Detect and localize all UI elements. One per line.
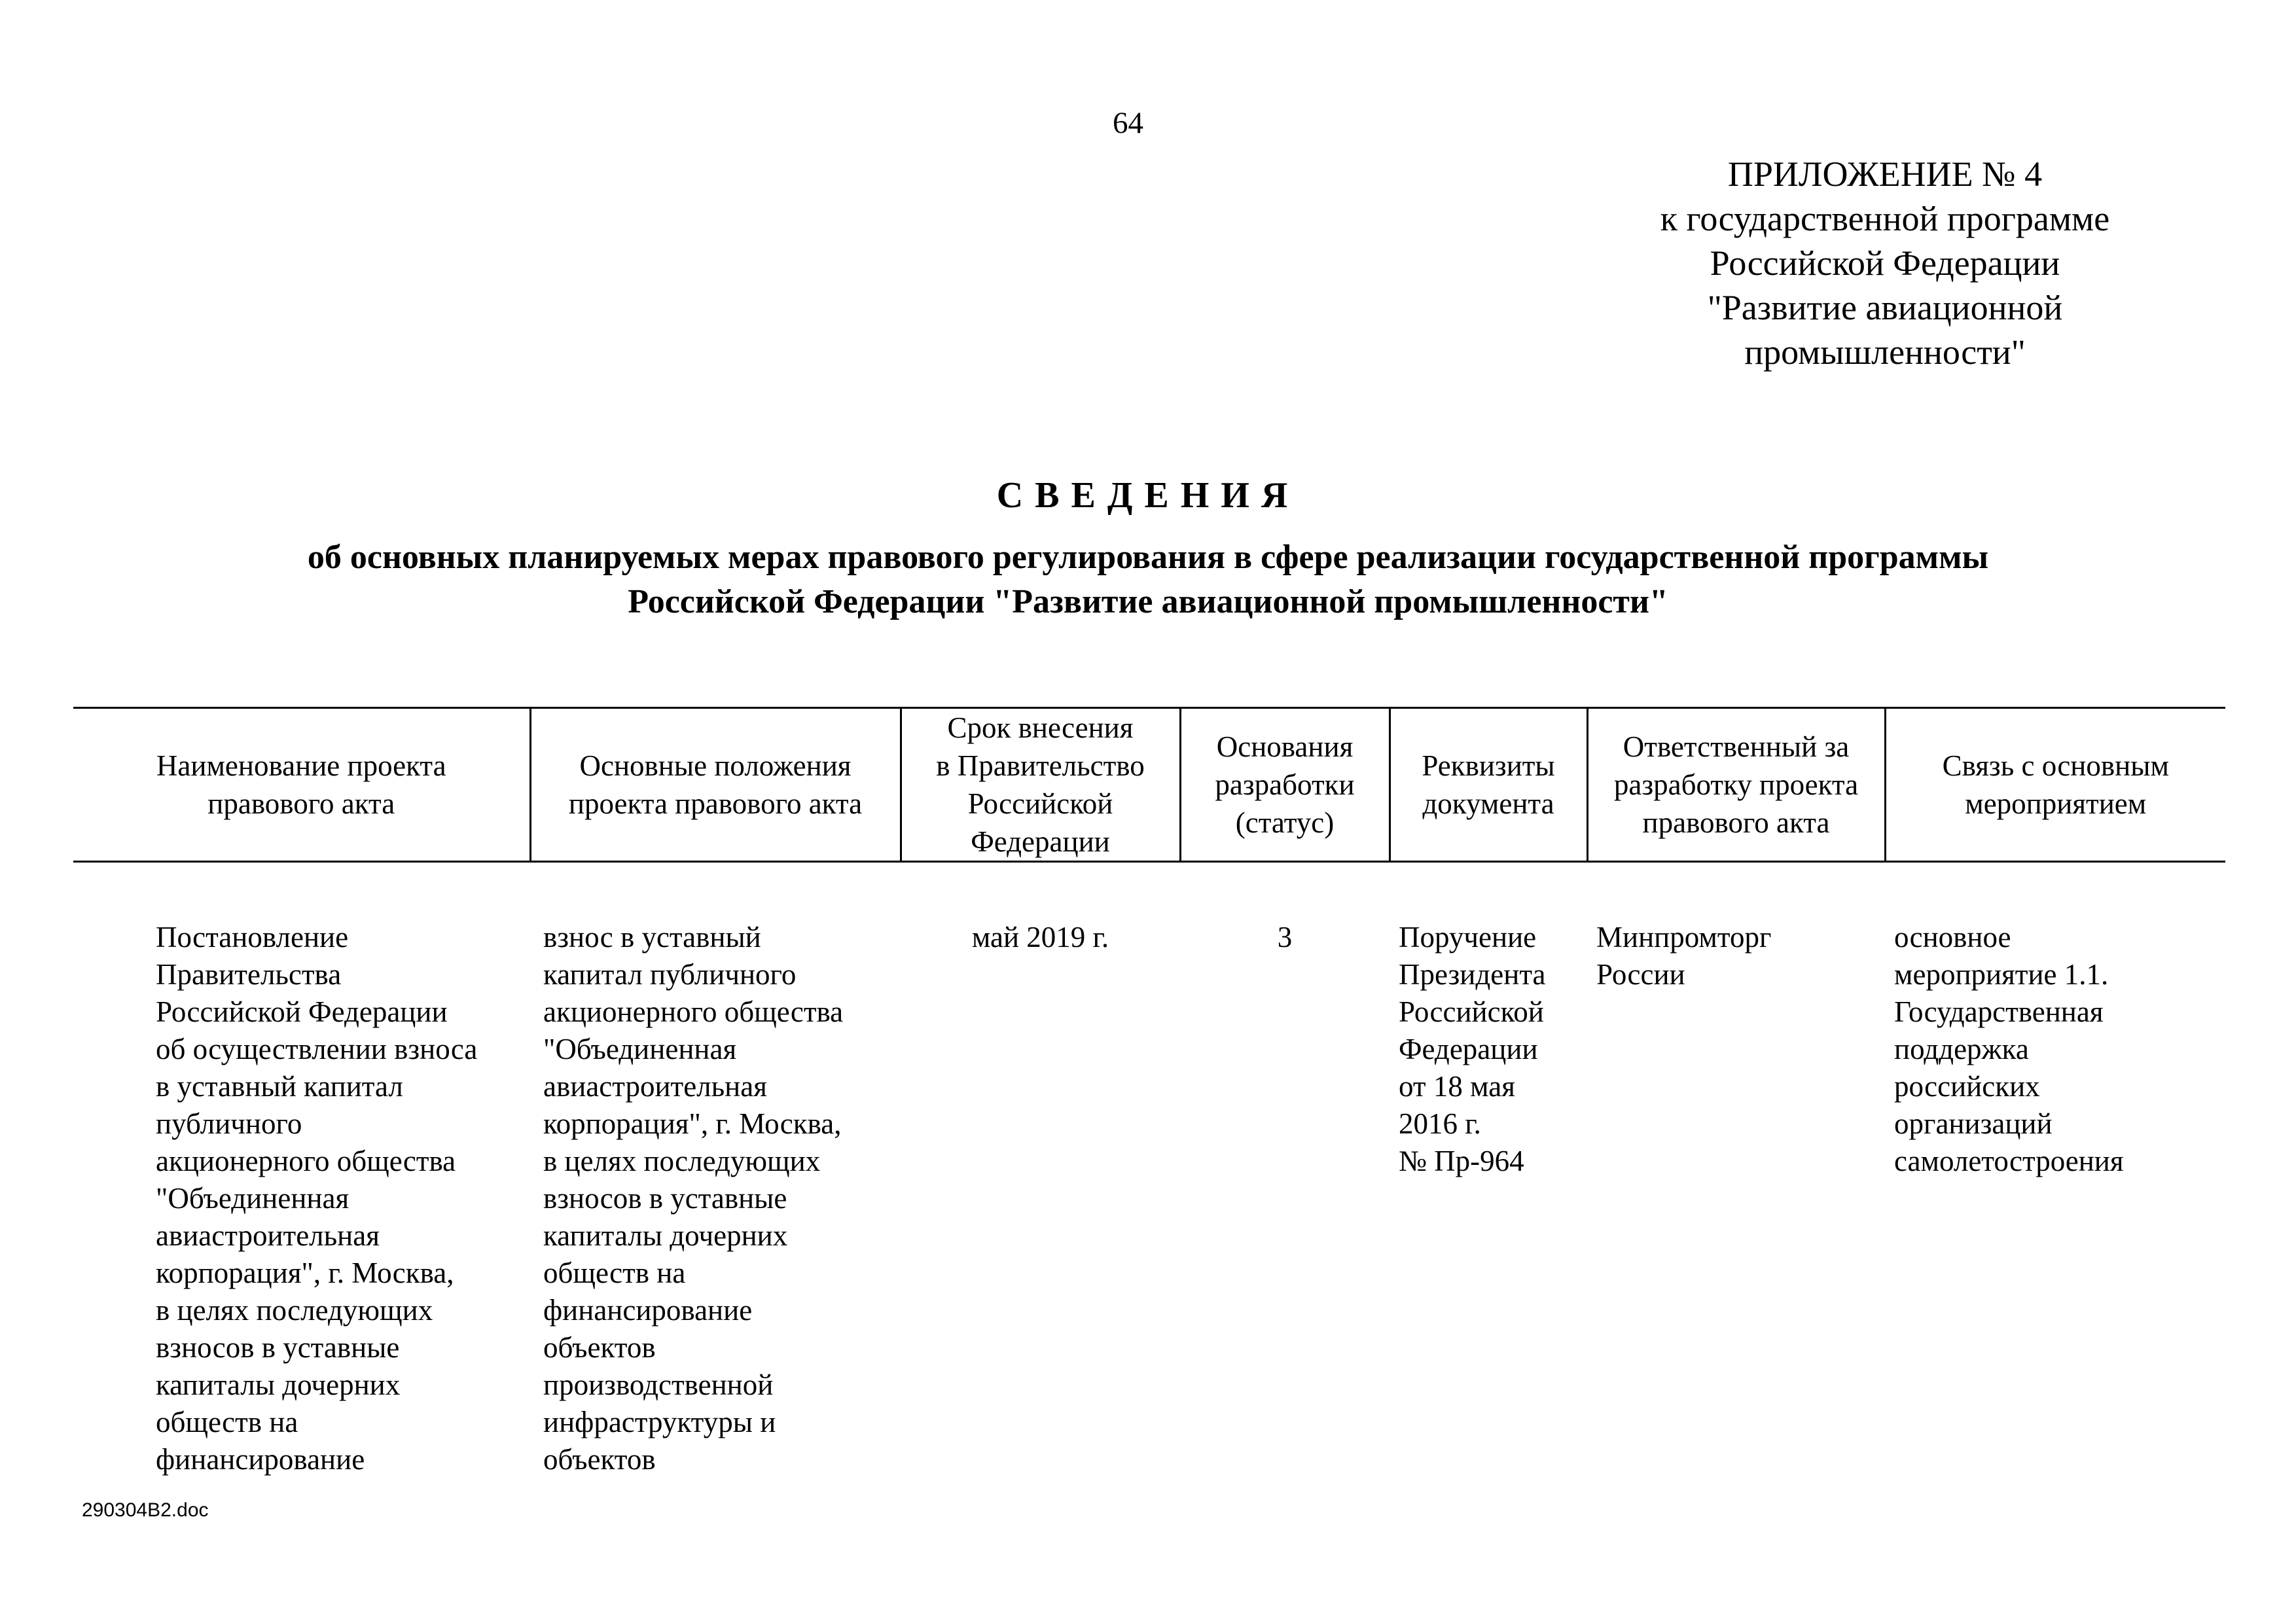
cell-document-details: Поручение Президента Российской Федерации от 18 мая 2016 г. № Пр-964 bbox=[1399, 921, 1546, 1177]
cell-project-name: Постановление Правительства Российской Федерации об осуществлении взноса в уставный капитал публичного акционерного общества "Объединенная авиастроительная корпорация", г. Москва, в целях последующих взносов в уставные капиталы дочерних обществ на финансирование bbox=[156, 921, 478, 1476]
header-deadline: Срок внесения в Правительство Российской Федерации bbox=[901, 708, 1180, 862]
appendix-block bbox=[1597, 152, 2173, 374]
cell-link-activity: основное мероприятие 1.1. Государственная поддержка российских организаций самолетостроения bbox=[1894, 921, 2124, 1177]
appendix-line: промышленности" bbox=[1744, 332, 2026, 372]
header-link-activity: Связь с основным мероприятием bbox=[1885, 708, 2225, 862]
file-reference: 290304B2.doc bbox=[82, 1499, 209, 1521]
appendix-line: ПРИЛОЖЕНИЕ № 4 bbox=[1727, 154, 2043, 194]
header-main-provisions: Основные положения проекта правового акта bbox=[530, 708, 901, 862]
document-subtitle bbox=[98, 535, 2198, 624]
cell-deadline: май 2019 г. bbox=[971, 921, 1109, 954]
measures-table bbox=[73, 707, 2225, 1478]
header-document-details: Реквизиты документа bbox=[1390, 708, 1587, 862]
appendix-line: Российской Федерации bbox=[1710, 243, 2060, 283]
cell-responsible: Минпромторг России bbox=[1596, 921, 1772, 991]
appendix-line: к государственной программе bbox=[1660, 199, 2110, 238]
cell-basis: 3 bbox=[1277, 921, 1293, 954]
appendix-line: "Развитие авиационной bbox=[1707, 288, 2063, 327]
document-title: СВЕДЕНИЯ bbox=[996, 475, 1300, 516]
header-responsible: Ответственный за разработку проекта правового акта bbox=[1587, 708, 1885, 862]
header-basis: Основания разработки (статус) bbox=[1180, 708, 1390, 862]
subtitle-line: об основных планируемых мерах правового регулирования в сфере реализации государственной программы bbox=[307, 539, 1989, 576]
page-number: 64 bbox=[1113, 106, 1143, 140]
cell-main-provisions: взнос в уставный капитал публичного акционерного общества "Объединенная авиастроительная корпорация", г. Москва, в целях последующих взносов в уставные капиталы дочерних обществ на финансирование объектов производственной инфраструктуры и объектов bbox=[543, 921, 844, 1476]
subtitle-line: Российской Федерации "Развитие авиационной промышленности" bbox=[628, 583, 1668, 620]
header-project-name: Наименование проекта правового акта bbox=[73, 708, 530, 862]
table-header-row bbox=[73, 708, 2225, 862]
table-row bbox=[73, 862, 2225, 1479]
